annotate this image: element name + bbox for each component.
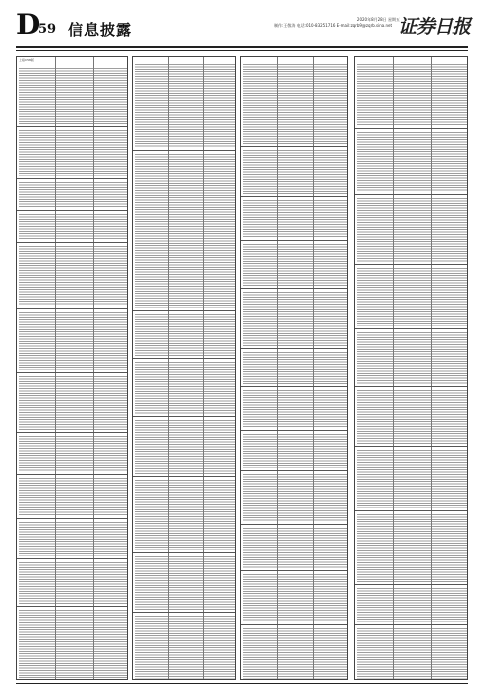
column-2 [132, 56, 236, 680]
text-lines [357, 268, 467, 326]
text-lines [19, 562, 127, 604]
text-lines [19, 610, 127, 679]
text-lines [19, 478, 127, 516]
announcement-block [17, 433, 128, 475]
announcement-block [17, 559, 128, 607]
text-lines [135, 314, 235, 356]
header-rule-thick [16, 46, 468, 48]
column-3 [240, 56, 348, 680]
text-lines [19, 246, 127, 306]
text-lines [243, 352, 347, 384]
announcement-block [17, 179, 128, 211]
announcement-block [133, 61, 236, 151]
announcement-block [241, 241, 348, 289]
announcement-block [355, 585, 468, 625]
text-lines [135, 616, 235, 679]
text-lines [243, 528, 347, 568]
text-lines [19, 436, 127, 472]
editor-line: 制作:王敬涛 电话:010-83251716 E-mail:zqrb9@zqrb.sina.net [274, 23, 393, 28]
text-lines [357, 588, 467, 622]
text-lines [135, 154, 235, 308]
text-lines [243, 474, 347, 522]
text-lines [243, 574, 347, 622]
text-lines [19, 130, 127, 176]
announcement-block [133, 311, 236, 359]
text-lines [243, 150, 347, 194]
announcement-block [133, 613, 236, 680]
announcement-block [241, 61, 348, 147]
footer-rule [16, 683, 468, 684]
text-lines [243, 200, 347, 238]
announcement-block [355, 61, 468, 129]
column-4 [354, 56, 468, 680]
text-lines [243, 64, 347, 144]
text-lines [357, 450, 467, 508]
announcement-block [355, 511, 468, 585]
announcement-block [133, 477, 236, 553]
page-number: 59 [38, 22, 57, 37]
text-lines [243, 434, 347, 468]
announcement-block [355, 387, 468, 447]
announcement-block [17, 65, 128, 127]
announcement-block [17, 373, 128, 433]
text-lines [19, 522, 127, 556]
announcement-block [241, 349, 348, 387]
announcement-block [355, 265, 468, 329]
announcement-block [355, 625, 468, 680]
announcement-block [17, 309, 128, 373]
text-lines [243, 292, 347, 346]
announcement-block [17, 243, 128, 309]
text-lines [243, 244, 347, 286]
text-lines [357, 390, 467, 444]
announcement-block [355, 447, 468, 511]
text-lines [19, 214, 127, 240]
date-line: 2020年8月28日 星期五 [356, 17, 400, 22]
announcement-block [355, 329, 468, 387]
text-lines [357, 628, 467, 679]
section-name: 信息披露 [68, 21, 133, 39]
text-lines [135, 420, 235, 474]
announcement-block [241, 147, 348, 197]
announcement-block [133, 417, 236, 477]
text-lines [19, 182, 127, 208]
announcement-block [241, 571, 348, 625]
masthead [16, 8, 470, 44]
announcement-block [17, 519, 128, 559]
text-lines [357, 198, 467, 262]
newspaper-logo: 证券日报 [397, 16, 470, 38]
announcement-block [17, 211, 128, 243]
announcement-block [241, 431, 348, 471]
announcement-block [17, 127, 128, 179]
column-1 [16, 56, 128, 680]
announcement-block [241, 197, 348, 241]
text-lines [357, 64, 467, 126]
text-lines [357, 132, 467, 192]
masthead-meta [274, 17, 404, 29]
announcement-block [17, 475, 128, 519]
announcement-block [133, 553, 236, 613]
announcement-block [133, 151, 236, 311]
text-lines [135, 362, 235, 414]
announcement-block [241, 525, 348, 571]
text-lines [135, 556, 235, 610]
text-lines [135, 480, 235, 550]
announcement-block [355, 195, 468, 265]
continued-note: 上接C58版 [19, 58, 34, 62]
announcement-block [241, 289, 348, 349]
section-letter: D [16, 8, 41, 41]
text-lines [243, 390, 347, 428]
announcement-block [133, 359, 236, 417]
announcement-block [241, 471, 348, 525]
announcement-block [17, 607, 128, 680]
announcement-block [241, 387, 348, 431]
text-lines [19, 376, 127, 430]
announcement-block [355, 129, 468, 195]
text-lines [357, 332, 467, 384]
text-lines [243, 628, 347, 679]
header-rule-thin [16, 50, 468, 51]
text-lines [357, 514, 467, 582]
announcement-block [241, 625, 348, 680]
text-lines [19, 68, 127, 124]
text-lines [135, 64, 235, 148]
text-lines [19, 312, 127, 370]
